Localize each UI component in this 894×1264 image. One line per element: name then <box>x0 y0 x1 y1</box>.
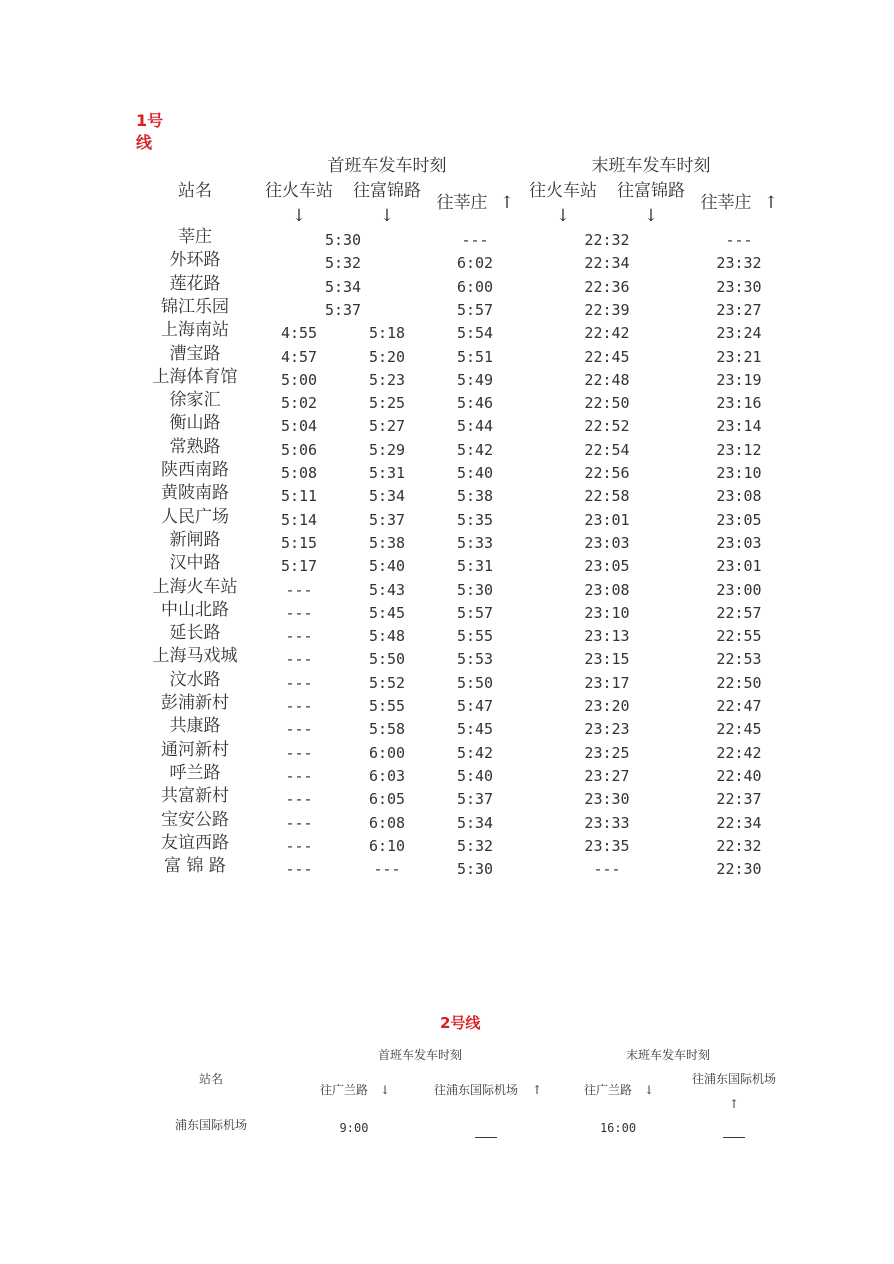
first-to-railway-time: 5:06 <box>280 440 318 459</box>
line1-first-train-header: 首班车发车时刻 <box>327 156 447 176</box>
down-arrow-icon: ↓ <box>379 206 395 226</box>
last-to-xinzhuang-time: 23:05 <box>716 510 762 529</box>
first-to-xinzhuang-time: 5:40 <box>456 464 494 482</box>
down-arrow-icon: ↓ <box>291 206 307 226</box>
last-to-xinzhuang-time: 23:32 <box>716 254 762 273</box>
line1-station-header: 站名 <box>178 181 212 201</box>
first-to-railway-time: --- <box>285 697 313 715</box>
table-row <box>0 319 894 342</box>
station-name: 通河新村 <box>161 739 229 760</box>
table-row <box>0 785 894 808</box>
last-to-railway-time: 23:13 <box>584 627 630 646</box>
up-arrow-icon: ↑ <box>499 193 515 213</box>
station-name: 陕西南路 <box>161 460 229 480</box>
first-to-railway-time: 5:00 <box>280 370 318 389</box>
table-row <box>0 343 894 366</box>
last-to-xinzhuang-time: 23:08 <box>716 487 762 506</box>
last-to-xinzhuang-time: 22:42 <box>716 743 762 762</box>
station-name: 上海体育馆 <box>152 366 238 387</box>
down-arrow-icon: ↓ <box>555 206 571 226</box>
table-row <box>0 622 894 645</box>
table-row <box>0 412 894 435</box>
table-row <box>0 832 894 855</box>
last-to-xinzhuang-time: 23:19 <box>716 370 762 389</box>
line2-first-train-header: 首班车发车时刻 <box>377 1048 463 1062</box>
line1-title: 1号线 <box>136 111 164 152</box>
first-to-xinzhuang-time: 5:53 <box>456 650 494 669</box>
table-row <box>0 366 894 389</box>
station-name: 人民广场 <box>161 506 229 527</box>
last-to-xinzhuang-time: 23:24 <box>716 324 762 343</box>
table-row <box>0 692 894 715</box>
line1-last-to-railway-header: 往火车站 <box>529 181 597 201</box>
first-to-fujin-time: 5:34 <box>368 487 406 506</box>
line1-last-to-fujin-header: 往富锦路 <box>617 181 685 201</box>
last-to-xinzhuang-time: 22:32 <box>716 836 762 855</box>
first-to-fujin-time: 6:00 <box>368 743 406 762</box>
last-to-railway-time: 22:45 <box>584 347 630 366</box>
table-row <box>0 552 894 575</box>
line2-first-guanglan-time: 9:00 <box>339 1121 369 1135</box>
station-name: 上海火车站 <box>152 576 238 597</box>
last-to-railway-time: 22:56 <box>584 464 630 482</box>
last-to-railway-time: 22:42 <box>584 324 630 343</box>
first-to-fujin-time: 5:30 <box>324 231 362 249</box>
first-to-xinzhuang-time: 5:40 <box>456 766 494 785</box>
last-to-railway-time: 22:48 <box>584 370 630 389</box>
table-row <box>0 506 894 529</box>
first-to-railway-time: --- <box>285 743 313 762</box>
last-to-railway-time: 23:17 <box>584 673 630 692</box>
first-to-xinzhuang-time: 5:46 <box>456 394 494 413</box>
first-to-fujin-time: --- <box>373 860 401 879</box>
line2-last-train-header: 末班车发车时刻 <box>625 1048 711 1062</box>
last-to-xinzhuang-time: 23:01 <box>716 557 762 576</box>
last-to-xinzhuang-time: 23:14 <box>716 417 762 436</box>
last-to-railway-time: 23:30 <box>584 790 630 809</box>
last-to-railway-time: 22:52 <box>584 417 630 436</box>
last-to-xinzhuang-time: 22:40 <box>716 766 762 785</box>
last-to-railway-time: 22:34 <box>584 254 630 273</box>
first-to-xinzhuang-time: 5:54 <box>456 324 494 343</box>
up-arrow-icon: ↑ <box>728 1097 740 1111</box>
last-to-railway-time: 22:36 <box>584 277 630 296</box>
first-to-xinzhuang-time: --- <box>461 231 489 249</box>
station-name: 共康路 <box>169 716 221 737</box>
first-to-fujin-time: 5:48 <box>368 627 406 646</box>
station-name: 上海南站 <box>161 320 229 341</box>
station-name: 延长路 <box>169 623 221 644</box>
line1-first-to-railway-header: 往火车站 <box>265 181 333 201</box>
line1-last-to-xinzhuang-header: 往莘庄 <box>700 193 752 213</box>
last-to-xinzhuang-time: 23:10 <box>716 464 762 482</box>
station-name: 汶水路 <box>169 669 221 690</box>
line2-title: 2号线 <box>440 1014 481 1032</box>
last-to-railway-time: 23:33 <box>584 813 630 832</box>
first-to-railway-time: --- <box>285 813 313 832</box>
last-to-railway-time: 23:10 <box>584 603 630 622</box>
station-name: 徐家汇 <box>169 390 221 411</box>
last-to-xinzhuang-time: 22:45 <box>716 720 762 739</box>
station-name: 莘庄 <box>178 227 212 247</box>
empty-dash-icon <box>475 1127 497 1146</box>
first-to-xinzhuang-time: 5:55 <box>456 627 494 646</box>
first-to-fujin-time: 5:37 <box>324 300 362 319</box>
first-to-railway-time: --- <box>285 836 313 855</box>
line2-first-to-guanglan-header: 往广兰路 <box>319 1083 369 1097</box>
station-name: 锦江乐园 <box>161 296 229 317</box>
first-to-xinzhuang-time: 5:30 <box>456 580 494 599</box>
first-to-railway-time: 5:02 <box>280 394 318 413</box>
first-to-fujin-time: 5:38 <box>368 533 406 552</box>
first-to-fujin-time: 5:27 <box>368 417 406 436</box>
station-name: 常熟路 <box>169 436 221 457</box>
last-to-xinzhuang-time: 22:57 <box>716 603 762 622</box>
first-to-xinzhuang-time: 5:57 <box>456 300 494 319</box>
station-name: 呼兰路 <box>169 762 221 783</box>
first-to-railway-time: 5:08 <box>280 464 318 482</box>
last-to-xinzhuang-time: 22:55 <box>716 627 762 646</box>
first-to-fujin-time: 5:18 <box>368 324 406 343</box>
first-to-fujin-time: 5:43 <box>368 580 406 599</box>
first-to-railway-time: 4:55 <box>280 324 318 343</box>
table-row <box>0 645 894 668</box>
down-arrow-icon: ↓ <box>643 206 659 226</box>
empty-dash-icon <box>723 1127 745 1146</box>
last-to-xinzhuang-time: 23:21 <box>716 347 762 366</box>
table-row <box>0 715 894 738</box>
last-to-railway-time: 23:05 <box>584 557 630 576</box>
first-to-xinzhuang-time: 5:49 <box>456 370 494 389</box>
first-to-xinzhuang-time: 6:00 <box>456 277 494 296</box>
station-name: 宝安公路 <box>161 809 229 830</box>
last-to-railway-time: 22:32 <box>584 231 630 249</box>
down-arrow-icon: ↓ <box>643 1083 655 1097</box>
first-to-fujin-time: 6:03 <box>368 766 406 785</box>
station-name: 上海马戏城 <box>152 646 238 667</box>
station-name: 外环路 <box>169 250 221 271</box>
line2-station-header: 站名 <box>198 1072 224 1086</box>
first-to-fujin-time: 5:32 <box>324 254 362 273</box>
station-name: 彭浦新村 <box>161 693 229 713</box>
first-to-railway-time: --- <box>285 720 313 739</box>
first-to-railway-time: --- <box>285 580 313 599</box>
first-to-xinzhuang-time: 5:31 <box>456 557 494 576</box>
first-to-xinzhuang-time: 5:47 <box>456 697 494 715</box>
last-to-railway-time: 23:03 <box>584 533 630 552</box>
first-to-fujin-time: 6:08 <box>368 813 406 832</box>
first-to-xinzhuang-time: 5:57 <box>456 603 494 622</box>
last-to-railway-time: 23:23 <box>584 720 630 739</box>
last-to-railway-time: 22:50 <box>584 394 630 413</box>
first-to-xinzhuang-time: 5:42 <box>456 440 494 459</box>
station-name: 友谊西路 <box>161 832 229 853</box>
table-row <box>0 389 894 412</box>
first-to-fujin-time: 5:20 <box>368 347 406 366</box>
first-to-xinzhuang-time: 5:42 <box>456 743 494 762</box>
table-row <box>0 482 894 505</box>
first-to-fujin-time: 5:40 <box>368 557 406 576</box>
station-name: 衡山路 <box>169 413 221 434</box>
first-to-railway-time: --- <box>285 673 313 692</box>
first-to-railway-time: 5:04 <box>280 417 318 436</box>
first-to-railway-time: 5:15 <box>280 533 318 552</box>
last-to-xinzhuang-time: 23:30 <box>716 277 762 296</box>
last-to-railway-time: 23:15 <box>584 650 630 669</box>
first-to-xinzhuang-time: 5:34 <box>456 813 494 832</box>
station-name: 汉中路 <box>169 553 221 574</box>
table-row <box>0 436 894 459</box>
first-to-railway-time: --- <box>285 860 313 879</box>
first-to-fujin-time: 5:34 <box>324 277 362 296</box>
table-row <box>0 762 894 785</box>
first-to-xinzhuang-time: 5:33 <box>456 533 494 552</box>
table-row <box>0 249 894 272</box>
table-row <box>0 273 894 296</box>
first-to-xinzhuang-time: 5:44 <box>456 417 494 436</box>
last-to-xinzhuang-time: 22:30 <box>716 860 762 879</box>
line2-last-to-airport-header: 往浦东国际机场 <box>691 1072 777 1086</box>
first-to-fujin-time: 6:10 <box>368 836 406 855</box>
last-to-railway-time: 22:58 <box>584 487 630 506</box>
first-to-xinzhuang-time: 6:02 <box>456 254 494 273</box>
station-name: 共富新村 <box>161 786 229 807</box>
first-to-fujin-time: 6:05 <box>368 790 406 809</box>
last-to-railway-time: 23:20 <box>584 697 630 715</box>
table-row <box>0 739 894 762</box>
last-to-railway-time: 23:01 <box>584 510 630 529</box>
last-to-xinzhuang-time: --- <box>725 231 753 249</box>
first-to-fujin-time: 5:55 <box>368 697 406 715</box>
first-to-xinzhuang-time: 5:38 <box>456 487 494 506</box>
first-to-fujin-time: 5:25 <box>368 394 406 413</box>
last-to-xinzhuang-time: 22:47 <box>716 697 762 715</box>
line2-last-guanglan-time: 16:00 <box>599 1121 637 1135</box>
line1-first-to-xinzhuang-header: 往莘庄 <box>436 193 488 213</box>
first-to-xinzhuang-time: 5:32 <box>456 836 494 855</box>
last-to-railway-time: 22:54 <box>584 440 630 459</box>
line2-last-to-guanglan-header: 往广兰路 <box>583 1083 633 1097</box>
last-to-xinzhuang-time: 22:37 <box>716 790 762 809</box>
up-arrow-icon: ↑ <box>531 1083 543 1097</box>
last-to-xinzhuang-time: 22:50 <box>716 673 762 692</box>
table-row <box>0 599 894 622</box>
table-row <box>0 529 894 552</box>
line2-first-to-airport-header: 往浦东国际机场 <box>433 1083 519 1097</box>
last-to-railway-time: 23:25 <box>584 743 630 762</box>
down-arrow-icon: ↓ <box>379 1083 391 1097</box>
first-to-xinzhuang-time: 5:30 <box>456 860 494 879</box>
first-to-fujin-time: 5:37 <box>368 510 406 529</box>
table-row <box>0 296 894 319</box>
first-to-xinzhuang-time: 5:50 <box>456 673 494 692</box>
last-to-xinzhuang-time: 22:53 <box>716 650 762 669</box>
last-to-railway-time: 22:39 <box>584 300 630 319</box>
last-to-railway-time: 23:27 <box>584 766 630 785</box>
line1-first-to-fujin-header: 往富锦路 <box>353 181 421 201</box>
first-to-xinzhuang-time: 5:37 <box>456 790 494 809</box>
up-arrow-icon: ↑ <box>763 193 779 213</box>
line2-station-name: 浦东国际机场 <box>174 1118 248 1132</box>
last-to-xinzhuang-time: 23:27 <box>716 300 762 319</box>
table-row <box>0 576 894 599</box>
line1-last-train-header: 末班车发车时刻 <box>591 156 711 176</box>
table-row <box>0 226 894 249</box>
last-to-railway-time: --- <box>593 860 621 879</box>
first-to-fujin-time: 5:50 <box>368 650 406 669</box>
first-to-railway-time: 5:11 <box>280 487 318 506</box>
station-name: 黄陂南路 <box>161 483 229 504</box>
first-to-railway-time: --- <box>285 650 313 669</box>
station-name: 中山北路 <box>161 599 229 620</box>
first-to-xinzhuang-time: 5:35 <box>456 510 494 529</box>
last-to-xinzhuang-time: 23:03 <box>716 533 762 552</box>
first-to-xinzhuang-time: 5:45 <box>456 720 494 739</box>
station-name: 莲花路 <box>169 273 221 294</box>
first-to-railway-time: 5:17 <box>280 557 318 576</box>
first-to-fujin-time: 5:58 <box>368 720 406 739</box>
last-to-xinzhuang-time: 23:00 <box>716 580 762 599</box>
station-name: 漕宝路 <box>169 343 221 364</box>
table-row <box>0 669 894 692</box>
table-row <box>0 809 894 832</box>
first-to-fujin-time: 5:45 <box>368 603 406 622</box>
first-to-fujin-time: 5:31 <box>368 464 406 482</box>
first-to-railway-time: --- <box>285 603 313 622</box>
station-name: 新闸路 <box>169 529 221 550</box>
first-to-railway-time: --- <box>285 627 313 646</box>
first-to-fujin-time: 5:29 <box>368 440 406 459</box>
last-to-xinzhuang-time: 22:34 <box>716 813 762 832</box>
first-to-railway-time: 4:57 <box>280 347 318 366</box>
first-to-xinzhuang-time: 5:51 <box>456 347 494 366</box>
first-to-railway-time: --- <box>285 766 313 785</box>
first-to-fujin-time: 5:23 <box>368 370 406 389</box>
first-to-railway-time: 5:14 <box>280 510 318 529</box>
table-row <box>0 855 894 878</box>
last-to-railway-time: 23:35 <box>584 836 630 855</box>
last-to-railway-time: 23:08 <box>584 580 630 599</box>
first-to-railway-time: --- <box>285 790 313 809</box>
table-row <box>0 459 894 482</box>
first-to-fujin-time: 5:52 <box>368 673 406 692</box>
last-to-xinzhuang-time: 23:16 <box>716 394 762 413</box>
station-name: 富 锦 路 <box>164 856 226 877</box>
last-to-xinzhuang-time: 23:12 <box>716 440 762 459</box>
